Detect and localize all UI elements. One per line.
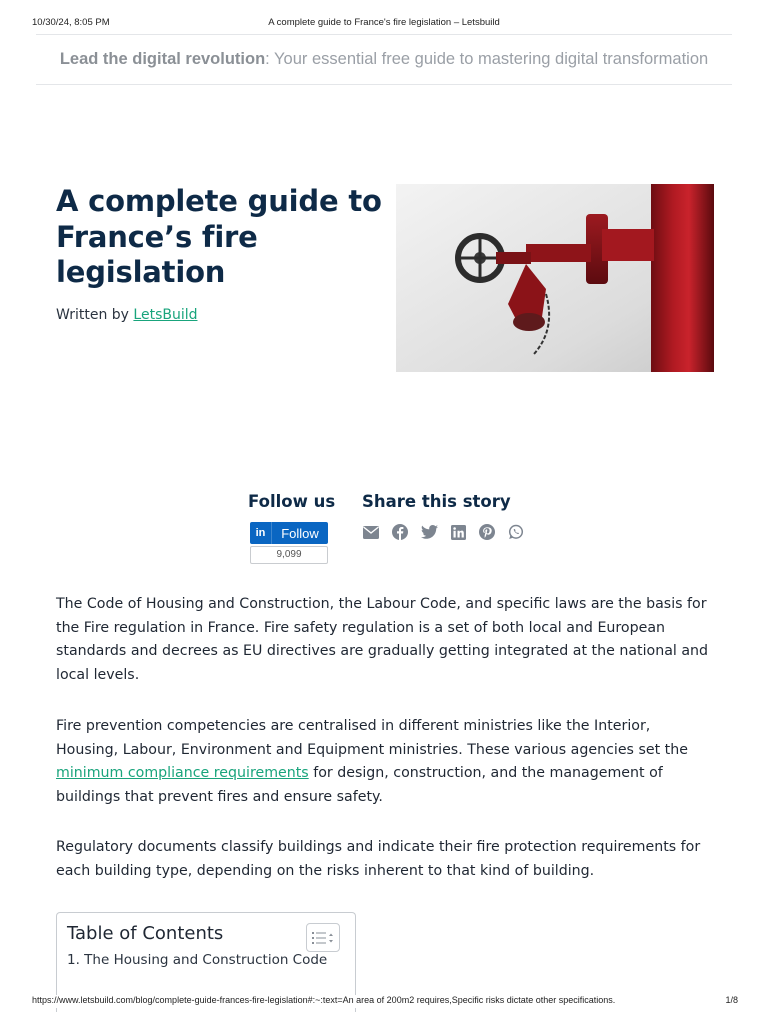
pinterest-icon[interactable] [478,524,496,540]
facebook-icon[interactable] [391,524,409,540]
twitter-icon[interactable] [420,524,438,540]
follower-count: 9,099 [250,546,328,564]
print-date: 10/30/24, 8:05 PM [32,17,110,28]
share-story-heading: Share this story [362,492,511,511]
print-document-title: A complete guide to France's fire legislation – Letsbuild [268,17,500,28]
print-page-number: 1/8 [725,995,738,1005]
linkedin-follow-widget[interactable] [250,522,328,565]
print-header [0,17,768,31]
promo-banner[interactable] [36,34,732,85]
whatsapp-icon[interactable] [507,524,525,540]
byline [56,307,198,323]
toc-title: Table of Contents [67,923,224,944]
paragraph-2 [56,715,716,809]
paragraph-3: Regulatory documents classify buildings and indicate their fire protection requirements for each building type, depending on the risks inherent to that kind of building. [56,839,701,879]
banner-strong-text: Lead the digital revolution [59,50,266,68]
paragraph-2-before: Fire prevention competencies are centralised in different ministries like the Interior, Housing, Labour, Environment and Equipment ministries. These various agencies set the [56,718,688,758]
byline-prefix: Written by [56,307,134,323]
paragraph-1: The Code of Housing and Construction, the Labour Code, and specific laws are the basis for the Fire regulation in France. Fire safety regulation is a set of both local and European standards and decrees as EU directives are gradually getting integrated at the national and local levels. [56,596,709,683]
linkedin-icon[interactable] [449,524,467,540]
banner-text: : Your essential free guide to mastering digital transformation [265,50,709,68]
email-icon[interactable] [362,524,380,540]
hero-image-fire-hydrant [396,184,714,372]
list-toggle-icon [312,931,334,945]
follow-us-heading: Follow us [248,492,336,511]
linkedin-logo-icon: in [250,522,272,544]
author-link[interactable]: LetsBuild [133,307,198,323]
print-url: https://www.letsbuild.com/blog/complete-guide-frances-fire-legislation#:~:text=An area of 200m2 requires,Specific risks dictate other specifications. [32,995,616,1005]
minimum-compliance-link[interactable]: minimum compliance requirements [56,765,309,782]
toc-toggle-button[interactable] [306,923,340,952]
article-title: A complete guide to France’s fire legislation [56,184,382,289]
linkedin-follow-button[interactable] [250,522,328,544]
share-icons [362,524,525,540]
toc-item-1[interactable]: 1. The Housing and Construction Code [67,952,328,968]
paragraph-2-after: for design, construction, and the management of buildings that prevent fires and ensure safety. [56,765,663,805]
print-footer [0,995,768,1008]
follow-button-label: Follow [281,525,319,541]
